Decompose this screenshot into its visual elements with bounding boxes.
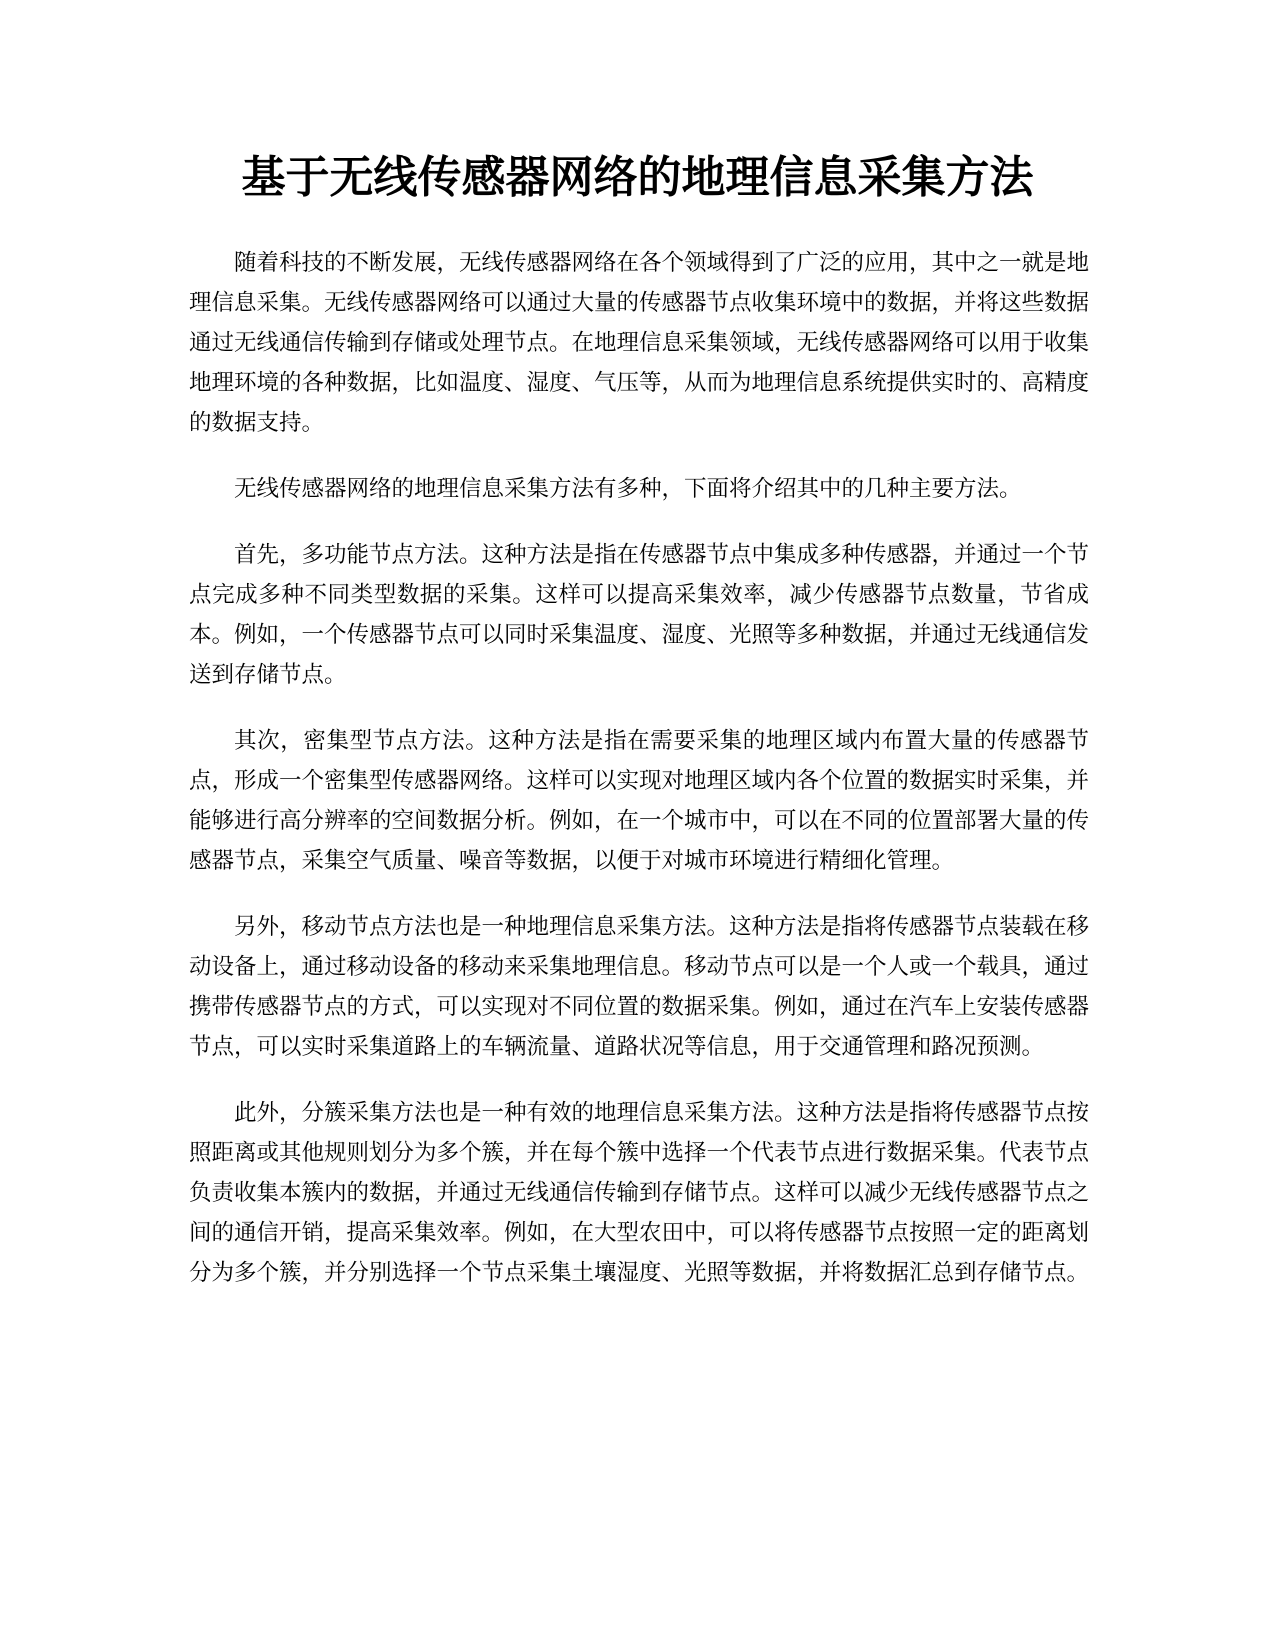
paragraph-cluster-collection: 此外，分簇采集方法也是一种有效的地理信息采集方法。这种方法是指将传感器节点按照距离或其他规则划分为多个簇，并在每个簇中选择一个代表节点进行数据采集。代表节点负责收集本簇内的数据，并通过无线通信传输到存储节点。这样可以减少无线传感器节点之间的通信开销，提高采集效率。例如，在大型农田中，可以将传感器节点按照一定的距离划分为多个簇，并分别选择一个节点采集土壤湿度、光照等数据，并将数据汇总到存储节点。 — [189, 1100, 1090, 1286]
paragraph-mobile-node: 另外，移动节点方法也是一种地理信息采集方法。这种方法是指将传感器节点装载在移动设备上，通过移动设备的移动来采集地理信息。移动节点可以是一个人或一个载具，通过携带传感器节点的方式，可以实现对不同位置的数据采集。例如，通过在汽车上安装传感器节点，可以实时采集道路上的车辆流量、道路状况等信息，用于交通管理和路况预测。 — [189, 914, 1090, 1060]
paragraph-multifunction-node: 首先，多功能节点方法。这种方法是指在传感器节点中集成多种传感器，并通过一个节点完成多种不同类型数据的采集。这样可以提高采集效率，减少传感器节点数量，节省成本。例如，一个传感器节点可以同时采集温度、湿度、光照等多种数据，并通过无线通信发送到存储节点。 — [189, 542, 1090, 688]
document-title: 基于无线传感器网络的地理信息采集方法 — [241, 152, 1034, 203]
document-body — [189, 243, 1089, 1293]
paragraph-overview: 无线传感器网络的地理信息采集方法有多种，下面将介绍其中的几种主要方法。 — [234, 476, 1022, 502]
paragraph-intro: 随着科技的不断发展，无线传感器网络在各个领域得到了广泛的应用，其中之一就是地理信息采集。无线传感器网络可以通过大量的传感器节点收集环境中的数据，并将这些数据通过无线通信传输到存储或处理节点。在地理信息采集领域，无线传感器网络可以用于收集地理环境的各种数据，比如温度、湿度、气压等，从而为地理信息系统提供实时的、高精度的数据支持。 — [189, 250, 1090, 436]
paragraph-dense-node: 其次，密集型节点方法。这种方法是指在需要采集的地理区域内布置大量的传感器节点，形成一个密集型传感器网络。这样可以实现对地理区域内各个位置的数据实时采集，并能够进行高分辨率的空间数据分析。例如，在一个城市中，可以在不同的位置部署大量的传感器节点，采集空气质量、噪音等数据，以便于对城市环境进行精细化管理。 — [189, 728, 1090, 874]
